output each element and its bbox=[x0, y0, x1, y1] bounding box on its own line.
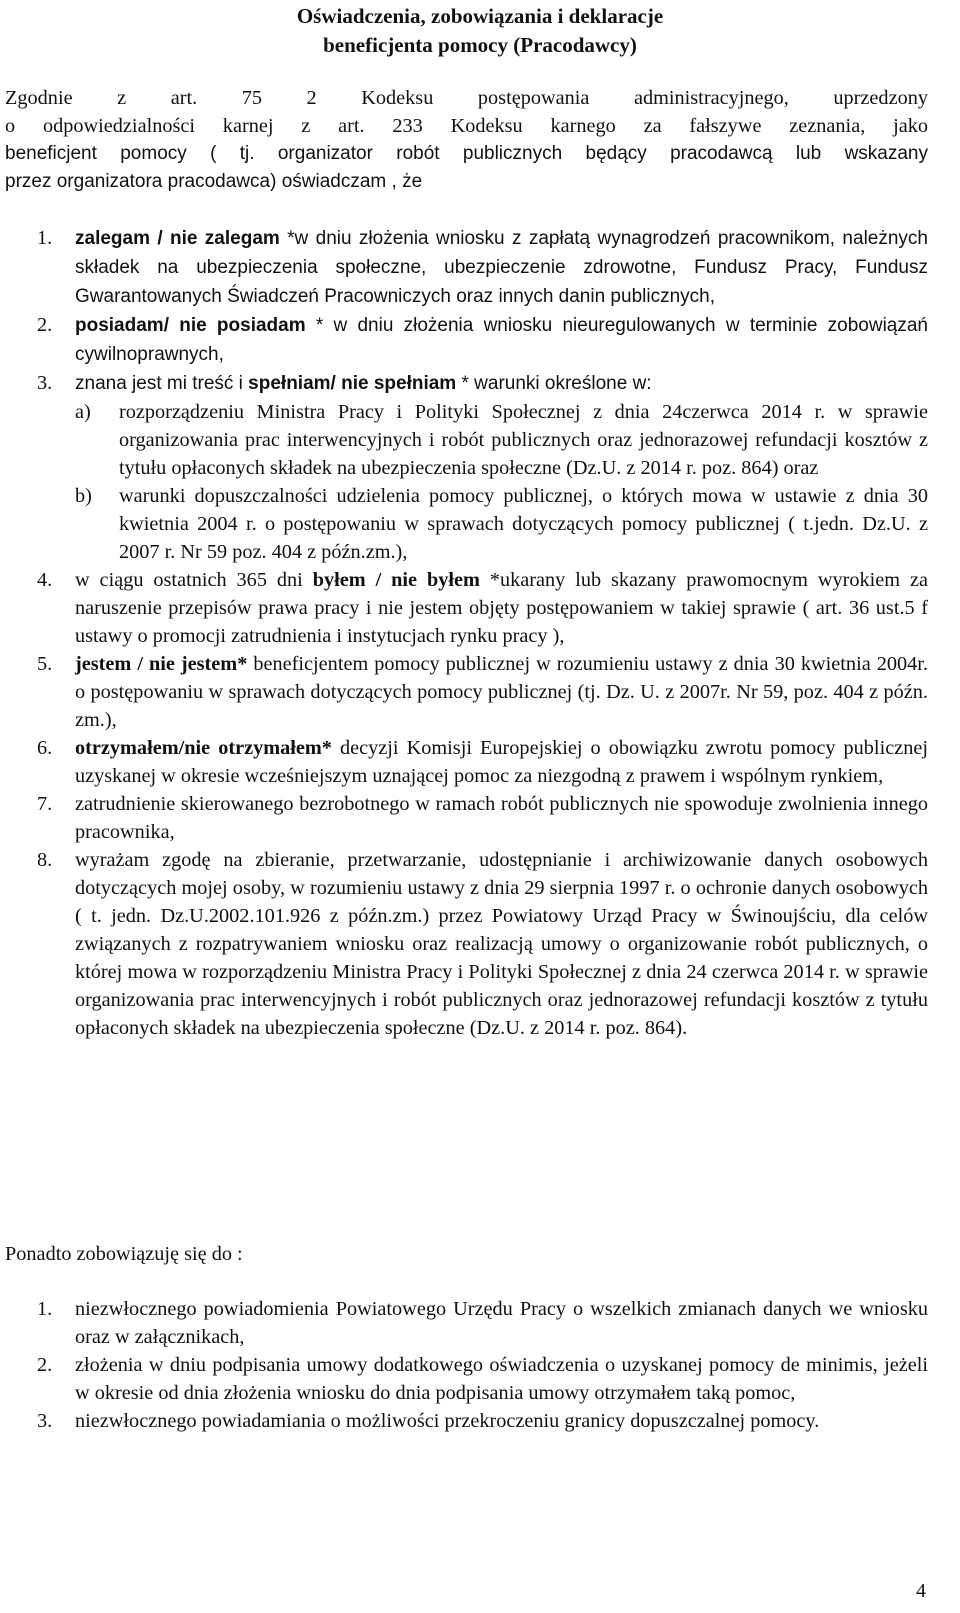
obligation-item-3 bbox=[25, 1407, 928, 1435]
obligations-heading: Ponadto zobowiązuję się do : bbox=[5, 1243, 243, 1265]
intro-paragraph bbox=[5, 84, 928, 196]
item-text: zatrudnienie skierowanego bezrobotnego w ramach robót publicznych nie spowoduje zwolnienia innego pracownika, bbox=[75, 793, 928, 843]
sub-item-b bbox=[75, 482, 928, 566]
intro-line-4: przez organizatora pracodawca) oświadczam , że bbox=[5, 171, 423, 192]
item-text: * warunki określone w: bbox=[456, 373, 652, 394]
sub-item-letter: b) bbox=[75, 485, 92, 507]
declaration-item-6 bbox=[25, 734, 928, 790]
item-text: *ukarany lub skazany prawomocnym wyrokiem za naruszenie przepisów prawa pracy i nie jestem objęty postępowaniem w takiej sprawie ( art. 36 ust.5 f ustawy o promocji zatrudnienia i instytucjach rynku pracy ), bbox=[75, 569, 928, 647]
item-choice: spełniam/ nie spełniam bbox=[248, 373, 457, 394]
declaration-item-7 bbox=[25, 790, 928, 846]
declaration-item-8 bbox=[25, 846, 928, 1042]
declaration-item-3 bbox=[25, 369, 928, 566]
title-line-2: beneficjenta pomocy (Pracodawcy) bbox=[323, 33, 637, 57]
item-text: decyzji Komisji Europejskiej o obowiązku zwrotu pomocy publicznej uzyskanej w okresie wcześniejszym uznającej pomoc za niezgodną z prawem i wspólnym rynkiem, bbox=[75, 737, 928, 787]
declaration-item-1 bbox=[25, 224, 928, 311]
item-number: 7. bbox=[37, 793, 53, 815]
title-line-1: Oświadczenia, zobowiązania i deklaracje bbox=[296, 4, 664, 28]
obligation-item-2 bbox=[25, 1351, 928, 1407]
item-choice: posiadam/ nie posiadam bbox=[75, 315, 306, 336]
sub-item-text: warunki dopuszczalności udzielenia pomocy publicznej, o których mowa w ustawie z dnia 30 kwietnia 2004 r. o postępowaniu w sprawach dotyczących pomocy publicznej ( t.jedn. Dz.U. z 2007 r. Nr 59 poz. 404 z późn.zm.), bbox=[119, 485, 928, 563]
item-text: * w dniu złożenia wniosku nieuregulowanych w terminie zobowiązań cywilnoprawnych, bbox=[75, 315, 929, 365]
item-text: wyrażam zgodę na zbieranie, przetwarzanie, udostępnianie i archiwizowanie danych osobowych dotyczących mojej osoby, w rozumieniu ustawy z dnia 29 sierpnia 1997 r. o ochronie danych osobowych ( t. jedn. Dz.U.2002.101.926 z późn.zm.) przez Powiatowy Urząd Pracy w Świnoujściu, dla celów związanych z rozpatrywaniem wniosku oraz realizacją umowy o organizowanie robót publicznych, o której mowa w rozporządzeniu Ministra Pracy i Polityki Społecznej z dnia 24 czerwca 2014 r. w sprawie organizowania prac interwencyjnych i robót publicznych oraz jednorazowej refundacji kosztów z tytułu opłaconych składek na ubezpieczenia społeczne (Dz.U. z 2014 r. poz. 864). bbox=[75, 849, 928, 1039]
item-number: 2. bbox=[37, 1354, 53, 1376]
item-choice: byłem / nie byłem bbox=[312, 569, 480, 591]
item-text: *w dniu złożenia wniosku z zapłatą wynagrodzeń pracownikom, należnych składek na ubezpieczenia społeczne, ubezpieczenie zdrowotne, Fundusz Pracy, Fundusz Gwarantowanych Świadczeń Pracowniczych oraz innych danin publicznych, bbox=[75, 228, 928, 307]
item-number: 2. bbox=[37, 314, 53, 336]
item-text: beneficjentem pomocy publicznej w rozumieniu ustawy z dnia 30 kwietnia 2004r. o postępowaniu w sprawach dotyczących pomocy publicznej (tj. Dz. U. z 2007r. Nr 59, poz. 404 z późn. zm.), bbox=[75, 653, 928, 731]
page-number: 4 bbox=[916, 1580, 926, 1602]
declarations-list bbox=[25, 224, 928, 1042]
item-text-pre: w ciągu ostatnich 365 dni bbox=[75, 569, 313, 591]
item-choice: jestem / nie jestem* bbox=[75, 653, 248, 675]
declaration-item-5 bbox=[25, 650, 928, 734]
item-text: niezwłocznego powiadomienia Powiatowego Urzędu Pracy o wszelkich zmianach danych we wniosku oraz w załącznikach, bbox=[75, 1298, 928, 1348]
item-number: 4. bbox=[37, 569, 53, 591]
intro-line-2: o odpowiedzialności karnej z art. 233 Kodeksu karnego za fałszywe zeznania, jako bbox=[5, 115, 928, 137]
intro-line-1: Zgodnie z art. 75 2 Kodeksu postępowania administracyjnego, uprzedzony bbox=[5, 87, 928, 109]
item-number: 1. bbox=[37, 1298, 53, 1320]
item-number: 8. bbox=[37, 849, 53, 871]
item-number: 5. bbox=[37, 653, 53, 675]
obligations-list bbox=[25, 1295, 928, 1435]
sub-item-a bbox=[75, 398, 928, 482]
item-text: złożenia w dniu podpisania umowy dodatkowego oświadczenia o uzyskanej pomocy de minimis, jeżeli w okresie od dnia złożenia wniosku do dnia podpisania umowy otrzymałem taką pomoc, bbox=[75, 1354, 928, 1404]
obligation-item-1 bbox=[25, 1295, 928, 1351]
item-number: 1. bbox=[37, 227, 53, 249]
declaration-item-2 bbox=[25, 311, 928, 369]
item-number: 3. bbox=[37, 1410, 53, 1432]
declaration-item-4 bbox=[25, 566, 928, 650]
item-choice: otrzymałem/nie otrzymałem* bbox=[75, 737, 332, 759]
page-title bbox=[0, 2, 960, 60]
item-choice: zalegam / nie zalegam bbox=[75, 228, 280, 249]
intro-line-3: beneficjent pomocy ( tj. organizator robót publicznych będący pracodawcą lub wskazany bbox=[5, 143, 928, 164]
sub-item-text: rozporządzeniu Ministra Pracy i Polityki Społecznej z dnia 24czerwca 2014 r. w sprawie organizowania prac interwencyjnych i robót publicznych oraz jednorazowej refundacji kosztów z tytułu opłaconych składek na ubezpieczenia społeczne (Dz.U. z 2014 r. poz. 864) oraz bbox=[119, 401, 928, 479]
item-text: niezwłocznego powiadamiania o możliwości przekroczeniu granicy dopuszczalnej pomocy. bbox=[75, 1410, 820, 1432]
item-number: 3. bbox=[37, 372, 53, 394]
sub-item-letter: a) bbox=[75, 401, 91, 423]
item-number: 6. bbox=[37, 737, 53, 759]
item-text-pre: znana jest mi treść i bbox=[75, 373, 249, 394]
